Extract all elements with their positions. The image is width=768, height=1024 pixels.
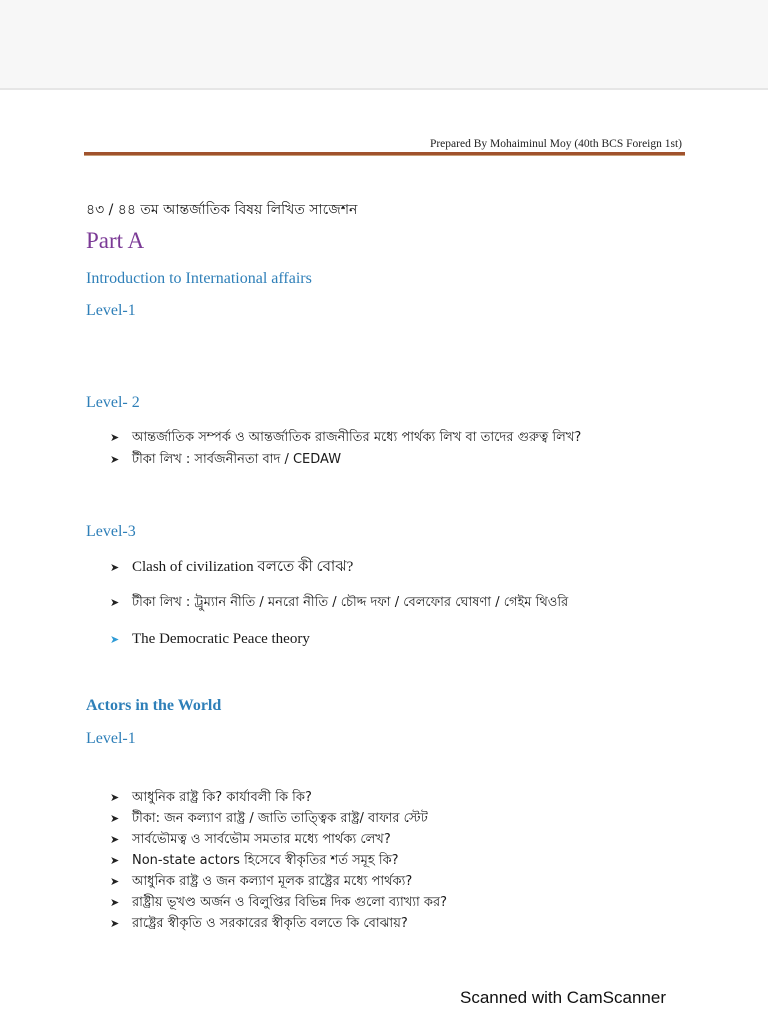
level-heading-3: Level-3 [86,523,136,540]
arrowhead-icon: ➤ [110,854,120,867]
level-heading-1b: Level-1 [86,730,136,747]
list-item: ➤ সার্বভৌমত্ব ও সার্বভৌম সমতার মধ্যে পার্থক্য লেখ? [110,832,391,847]
scanner-top-band [0,0,768,88]
list-item: ➤ টীকা লিখ : ট্রুম্যান নীতি / মনরো নীতি / চৌদ্দ দফা / বেলফোর ঘোষণা / গেইম থিওরি [110,595,569,610]
list-item: ➤ রাষ্ট্রের স্বীকৃতি ও সরকারের স্বীকৃতি বলতে কি বোঝায়? [110,916,408,931]
list-item: ➤ আধুনিক রাষ্ট্র কি? কার্যাবলী কি কি? [110,790,312,805]
level3-list [110,555,568,669]
section-heading-intro: Introduction to International affairs [86,270,312,287]
arrowhead-icon: ➤ [110,561,120,574]
part-title: Part A [86,228,145,253]
list-item: ➤ Clash of civilization বলতে কী বোঝ? [110,559,354,575]
level-heading-1: Level-1 [86,302,136,319]
list-item: ➤ আন্তর্জাতিক সম্পর্ক ও আন্তর্জাতিক রাজনীতির মধ্যে পার্থক্য লিখ বা তাদের গুরুত্ব লিখ? [110,430,582,445]
arrowhead-icon: ➤ [110,596,120,609]
header-rule [84,152,685,156]
level2-list [110,428,581,472]
arrowhead-icon: ➤ [110,896,120,909]
list-item: ➤ রাষ্ট্রীয় ভূখণ্ড অর্জন ও বিলুপ্তির বিভিন্ন দিক গুলো ব্যাখ্যা কর? [110,895,448,910]
arrowhead-icon: ➤ [110,633,120,646]
arrowhead-icon: ➤ [110,833,120,846]
list-item: ➤ Non-state actors হিসেবে স্বীকৃতির শর্ত সমূহ কি? [110,853,399,868]
list-item: ➤ আধুনিক রাষ্ট্র ও জন কল্যাণ মূলক রাষ্ট্রের মধ্যে পার্থক্য? [110,874,413,889]
section-heading-actors: Actors in the World [86,697,222,714]
arrowhead-icon: ➤ [110,453,120,466]
arrowhead-icon: ➤ [110,431,120,444]
arrowhead-icon: ➤ [110,875,120,888]
actors-list [110,788,447,935]
arrowhead-icon: ➤ [110,812,120,825]
prepared-by-note: Prepared By Mohaiminul Moy (40th BCS Foreign 1st) [429,138,682,150]
list-item: ➤ টীকা: জন কল্যাণ রাষ্ট্র / জাতি তাত্ত্বিক রাষ্ট্র/ বাফার স্টেট [110,811,428,826]
level-heading-2: Level- 2 [86,394,140,411]
arrowhead-icon: ➤ [110,917,120,930]
list-item: ➤ The Democratic Peace theory [110,631,310,647]
bengali-title: ৪৩ / ৪৪ তম আন্তর্জাতিক বিষয় লিখিত সাজেশন [86,202,358,218]
arrowhead-icon: ➤ [110,791,120,804]
camscanner-watermark: Scanned with CamScanner [460,988,667,1007]
list-item: ➤ টীকা লিখ : সার্বজনীনতা বাদ / CEDAW [110,452,342,467]
